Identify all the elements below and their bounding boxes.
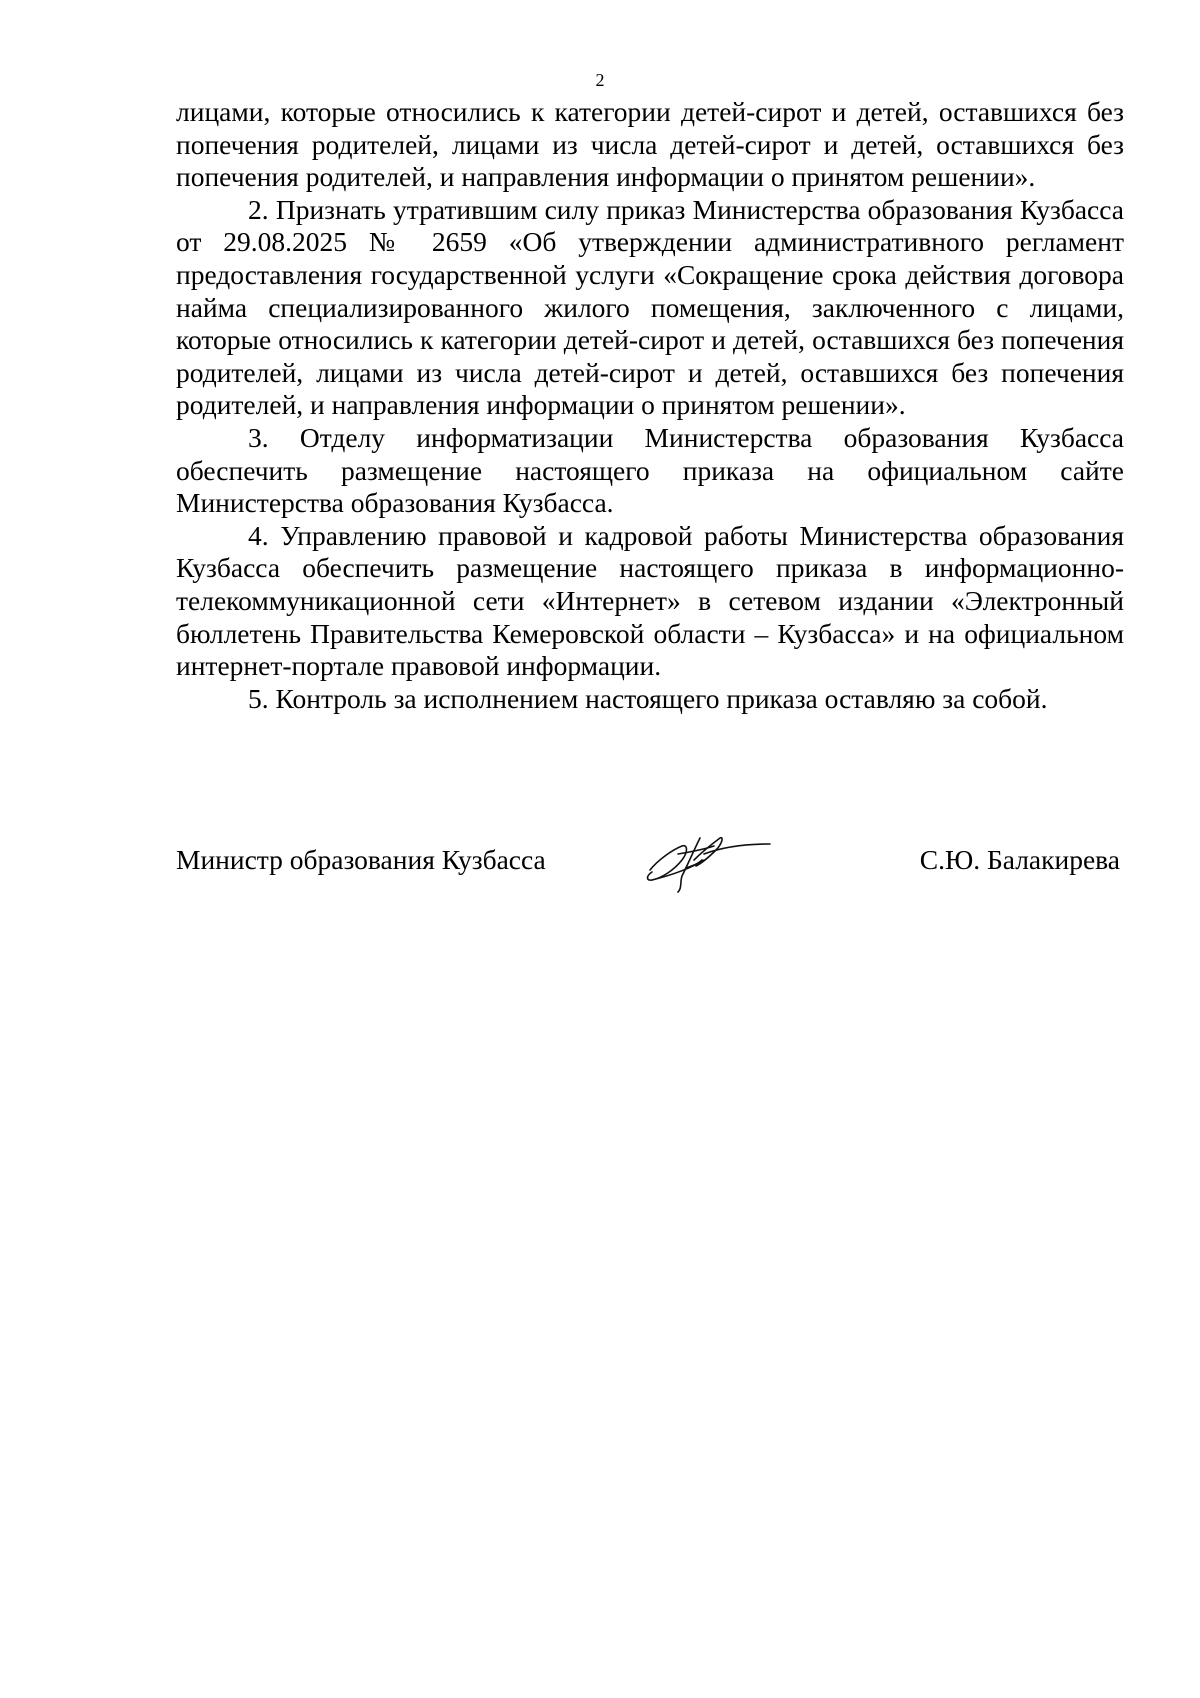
paragraph-item-5: 5. Контроль за исполнением настоящего приказа оставляю за собой.	[248, 682, 1048, 714]
paragraph-item-3: 3. Отделу информатизации Министерства образования Кузбасса обеспечить размещение настоящего приказа на официальном сайте Министерства образования Кузбасса.	[176, 421, 1124, 519]
signatory-position: Министр образования Кузбасса	[176, 844, 546, 875]
page-number: 2	[595, 70, 605, 90]
handwritten-signature-icon	[638, 830, 778, 896]
paragraph-item-2: 2. Признать утратившим силу приказ Министерства образования Кузбасса от 29.08.2025 № 2659 «Об утверждении административного регламент предоставления государственной услуги «Сокращение срока действия договора найма специализированного жилого помещения, заключенного с лицами, которые относились к категории детей-сирот и детей, оставшихся без попечения родителей, лицами из числа детей-сирот и детей, оставшихся без попечения родителей, и направления информации о принятом решении».	[176, 193, 1124, 421]
signatory-name: С.Ю. Балакирева	[919, 844, 1120, 875]
paragraph-continuation: лицами, которые относились к категории детей-сирот и детей, оставшихся без попечения родителей, лицами из числа детей-сирот и детей, оставшихся без попечения родителей, и направления информации о принятом решении».	[176, 96, 1124, 193]
document-body	[176, 96, 1124, 715]
paragraph-item-4: 4. Управлению правовой и кадровой работы Министерства образования Кузбасса обеспечить размещение настоящего приказа в информационно-телекоммуникационной сети «Интернет» в сетевом издании «Электронный бюллетень Правительства Кемеровской области – Кузбасса» и на официальном интернет-портале правовой информации.	[176, 519, 1124, 682]
signature-block	[176, 830, 1124, 910]
